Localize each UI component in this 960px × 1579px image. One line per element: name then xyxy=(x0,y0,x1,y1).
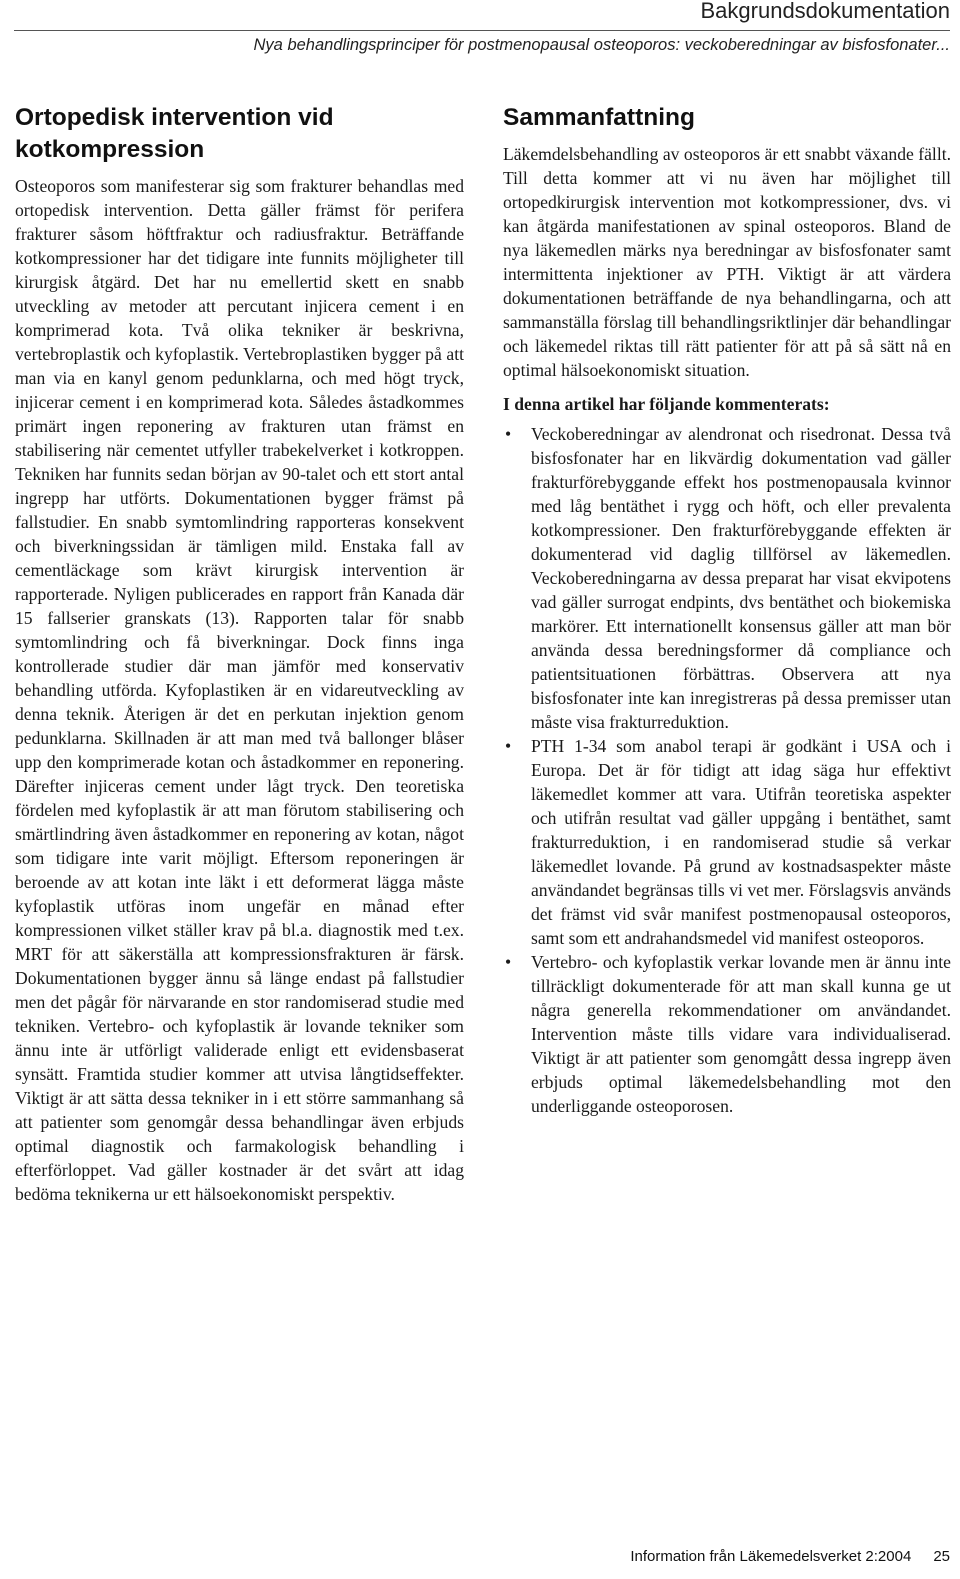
bullet-icon: • xyxy=(505,952,512,972)
left-column-body: Osteoporos som manifesterar sig som frakturer behandlas med ortopedisk intervention. Detta gäller främst för perifera frakturer såsom höftfraktur och radiusfraktur. Beträffande kotkompressioner har det tidigare inte funnits möjligheter till kirurgisk åtgärd. Det har nu emellertid skett en snabb utveckling av metoder att percutant injicera cement i en komprimerad kota. Två olika tekniker är beskrivna, vertebroplastik och kyfoplastik. Vertebroplastiken bygger på att man via en kanyl genom pedunklarna, och med högt tryck, injicerar cement i en komprimerad kota. Således åstadkommes primärt ingen reponering av frakturen utan främst en stabilisering när cementet utfyller trabekelverket i kotkroppen. Tekniken har funnits sedan början av 90-talet och ett stort antal ingrepp har utförts. Dokumentationen bygger främst på fallstudier. En snabb symtomlindring rapporteras konsekvent och biverkningssidan är tämligen mild. Enstaka fall av cementläckage som krävt kirurgisk intervention är rapporterade. Nyligen publicerades en rapport från Kanada där 15 fallserier granskats (13). Rapporten talar för snabb symtomlindring och få biverkningar. Dock finns inga kontrollerade studier där man jämför med konservativ behandling utförda. Kyfoplastiken är en vidareutveckling av denna teknik. Återigen är det en perkutan injektion genom pedunklarna. Skillnaden är att man med två ballonger blåser upp den komprimerade kotan och åstadkommer en reponering. Därefter injiceras cement under lågt tryck. Den teoretiska fördelen med kyfoplastik är att man förutom stabilisering och smärtlindring även åstadkommer en reponering av kotan, något som tidigare inte varit möjligt. Eftersom reponeringen är beroende av att kotan inte läkt i ett deformerat lägga måste kyfoplastik utföras inom ungefär en månad efter kompressionen vilket ställer krav på bl.a. diagnostik med t.ex. MRT för att säkerställa att kompressionsfrakturen är färsk. Dokumentationen bygger ännu så länge endast på fallstudier men det pågår för närvarande en stor randomiserad studie med tekniken. Vertebro- och kyfoplastik är lovande tekniker som ännu inte är utförligt validerade enligt ett evidensbaserat synsätt. Framtida studier kommer att utvisa långtidseffekter. Viktigt är att sätta dessa tekniker in i ett större sammanhang så att patienter som genomgår dessa behandlingar även erbjuds optimal diagnostik och farmakologisk behandling i efterförloppet. Vad gäller kostnader är det svårt att idag bedöma teknikerna ur ett hälsoekonomiskt perspektiv. xyxy=(15,176,464,1204)
right-column xyxy=(503,102,951,1118)
footer-publication: Information från Läkemedelsverket 2:2004 xyxy=(630,1548,912,1565)
list-item-text: Veckoberedningar av alendronat och risedronat. Dessa två bisfosfonater har en likvärdig dokumentation vad gäller frakturförebyggande effekt hos postmenopausala kvinnor med låg bentäthet i rygg och höft, och eller prevalenta kotkompressioner. Den frakturförebyggande effekten är dokumenterad vid daglig tillförsel av läkemedlen. Veckoberedningarna av dessa preparat har visat ekvipotens vad gäller surrogat endpints, dvs bentäthet och biokemiska markörer. Ett internationellt konsensus gäller att man bör använda dessa beredningsformer då compliance och patientsituationen förbättras. Observera att nya bisfosfonater inte kan inregistreras på dessa premisser utan måste visa frakturreduktion. xyxy=(531,424,951,732)
bullet-icon: • xyxy=(505,736,512,756)
left-column-heading: Ortopedisk intervention vid kotkompression xyxy=(15,104,334,163)
summary-body: Läkemdelsbehandling av osteoporos är ett snabbt växande fällt. Till detta kommer att vi nu även har möjlighet till ortopedkirurgisk intervention mot kotkompressioner, dvs. vi kan åtgärda manifestationen av spinal osteoporos. Bland de nya läkemedlen märks nya beredningar av bisfosfonater samt intermittenta injektioner av PTH. Viktigt är att värdera dokumentationen beträffande de nya behandlingarna, och att sammanställa förslag till behandlingsriktlinjer där behandlingar och läkemedel riktas till rätt patienter för att på så sätt nå en optimal hälsoekonomiskt situation. xyxy=(503,144,951,380)
list-item-text: Vertebro- och kyfoplastik verkar lovande men är ännu inte tillräckligt dokumenterade för att man skall kunna ge ut några generella rekommendationer om användandet. Intervention måste tills vidare vara individualiserad. Viktigt är att patienter som genomgått dessa ingrepp även erbjuds optimal läkemedelsbehandling mot den underliggande osteoporosen. xyxy=(531,952,951,1116)
list-item xyxy=(503,950,951,1118)
page-number: 25 xyxy=(933,1548,950,1565)
header-subtitle: Nya behandlingsprinciper för postmenopausal osteoporos: veckoberedningar av bisfosfonater... xyxy=(253,36,950,54)
header-divider xyxy=(14,30,950,31)
list-item xyxy=(503,734,951,950)
commented-list-heading: I denna artikel har följande kommenterats: xyxy=(503,394,830,414)
list-item xyxy=(503,422,951,734)
summary-heading: Sammanfattning xyxy=(503,104,695,131)
page-footer xyxy=(0,1548,950,1565)
left-column xyxy=(15,102,464,1206)
bullet-icon: • xyxy=(505,424,512,444)
commented-list xyxy=(503,422,951,1118)
list-item-text: PTH 1-34 som anabol terapi är godkänt i USA och i Europa. Det är för tidigt att idag säga hur effektivt läkemedlet kommer att vara. Utifrån teoretiska aspekter och utifrån resultat vad gäller uppgång i bentäthet, samt frakturreduktion, i en randomiserad studie så verkar läkemedlet lovande. På grund av kostnadsaspekter måste användandet begränsas tills vi vet mer. Förslagsvis används det främst vid svår manifest postmenopausal osteoporos, samt som ett andrahandsmedel vid manifest osteoporos. xyxy=(531,736,951,948)
header-section-title: Bakgrundsdokumentation xyxy=(700,0,950,23)
